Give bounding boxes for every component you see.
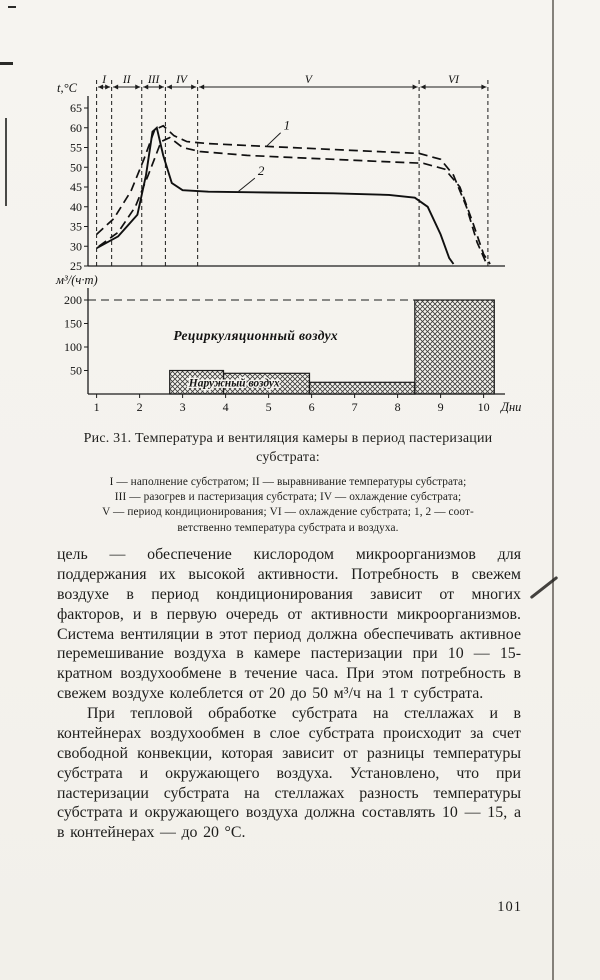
figure-legend-line: ветственно температура субстрата и воздуха. — [177, 521, 399, 534]
pen-mark — [530, 576, 559, 599]
figure-legend — [57, 475, 519, 536]
period-label: V — [304, 74, 312, 86]
temperature-curve-air — [97, 128, 454, 264]
vent-y-axis-label: м³/(ч·т) — [56, 274, 98, 287]
paragraph: При тепловой обработке субстрата на стеллажах и в контейнерах воздухообмен в слое субстрата происходит за счет свободной конвекции, которая зависит от разницы температуры субстрата и окружающего воздуха. Установлено, что при пастеризации субстрата на стеллажах разность температуры субстрата и окружающего воздуха должна составлять 10 — 15, а в контейнерах — до 20 °С. — [57, 705, 521, 842]
vent-y-tick-label: 200 — [64, 293, 82, 307]
period-label: I — [102, 74, 107, 86]
scan-mark-top — [8, 6, 16, 8]
period-label: IV — [176, 74, 187, 86]
figure-legend-line: I — наполнение субстратом; II — выравнивание температуры субстрата; — [109, 475, 467, 488]
figure-legend-line: V — период кондиционирования; VI — охлаждение субстрата; 1, 2 — соот- — [102, 506, 474, 519]
temperature-chart — [55, 74, 525, 274]
day-tick-label: 9 — [437, 400, 444, 414]
temp-y-tick-label: 25 — [70, 259, 82, 273]
period-label: III — [147, 74, 160, 86]
ventilation-chart — [55, 274, 525, 426]
outside-air-label: Наружный воздух — [188, 377, 280, 390]
temp-y-tick-label: 65 — [70, 101, 82, 115]
temp-y-tick-label: 30 — [70, 239, 82, 254]
temp-y-tick-label: 40 — [70, 199, 82, 214]
period-label: II — [122, 74, 131, 86]
paragraph: цель — обеспечение кислородом микроорганизмов для поддержания их высокой активности. Потребность в свежем воздухе в период кондиционирования зависит от многих факторов, и в первую очередь от активности микроорганизмов. Система вентиляции в этот период должна обеспечивать активное перемешивание воздуха в камере пастеризации при 10 — 15-кратном воздухообмене в течение часа. При этом потребность в свежем воздухе колеблется от 20 до 50 м³/ч на 1 т субстрата. — [57, 546, 521, 703]
temp-y-tick-label: 45 — [70, 180, 82, 194]
body-text — [57, 545, 521, 843]
day-tick-label: 1 — [93, 400, 100, 414]
day-tick-label: 7 — [351, 400, 358, 414]
temp-y-tick-label: 55 — [70, 140, 82, 155]
curve-number-label: 2 — [257, 163, 265, 179]
vent-x-axis-label: Дни — [501, 400, 522, 414]
figure-31 — [55, 74, 525, 426]
vent-y-tick-label: 50 — [70, 363, 82, 378]
day-tick-label: 10 — [477, 400, 490, 414]
figure-caption — [57, 430, 519, 536]
day-tick-label: 8 — [394, 400, 401, 414]
period-label: VI — [448, 74, 459, 86]
day-tick-label: 3 — [179, 400, 186, 414]
vent-y-tick-label: 150 — [64, 316, 82, 331]
temp-y-tick-label: 60 — [70, 120, 82, 135]
scan-edge-line — [552, 0, 554, 980]
temperature-curve-substrate-lower — [99, 138, 490, 264]
recirculation-air-label: Рециркуляционный воздух — [173, 327, 339, 343]
temperature-curve-substrate-upper — [97, 126, 486, 262]
outside-air-bar — [310, 382, 415, 394]
day-tick-label: 2 — [136, 400, 143, 414]
outside-air-bar — [415, 300, 495, 394]
page-number: 101 — [497, 899, 522, 915]
temp-y-tick-label: 35 — [70, 219, 82, 234]
day-tick-label: 6 — [308, 400, 315, 414]
temp-y-axis-label: t,°C — [57, 81, 77, 95]
figure-caption-title: Рис. 31. Температура и вентиляция камеры в период пастеризации субстрата: — [83, 431, 493, 465]
day-tick-label: 5 — [265, 400, 272, 414]
scan-mark-tick — [0, 62, 13, 65]
figure-legend-line: III — разогрев и пастеризация субстрата; IV — охлаждение субстрата; — [114, 490, 462, 503]
scan-mark-left — [5, 118, 7, 206]
temp-y-tick-label: 50 — [70, 160, 82, 175]
vent-y-tick-label: 100 — [64, 340, 82, 354]
day-tick-label: 4 — [222, 400, 229, 414]
curve-number-label: 1 — [283, 117, 291, 133]
